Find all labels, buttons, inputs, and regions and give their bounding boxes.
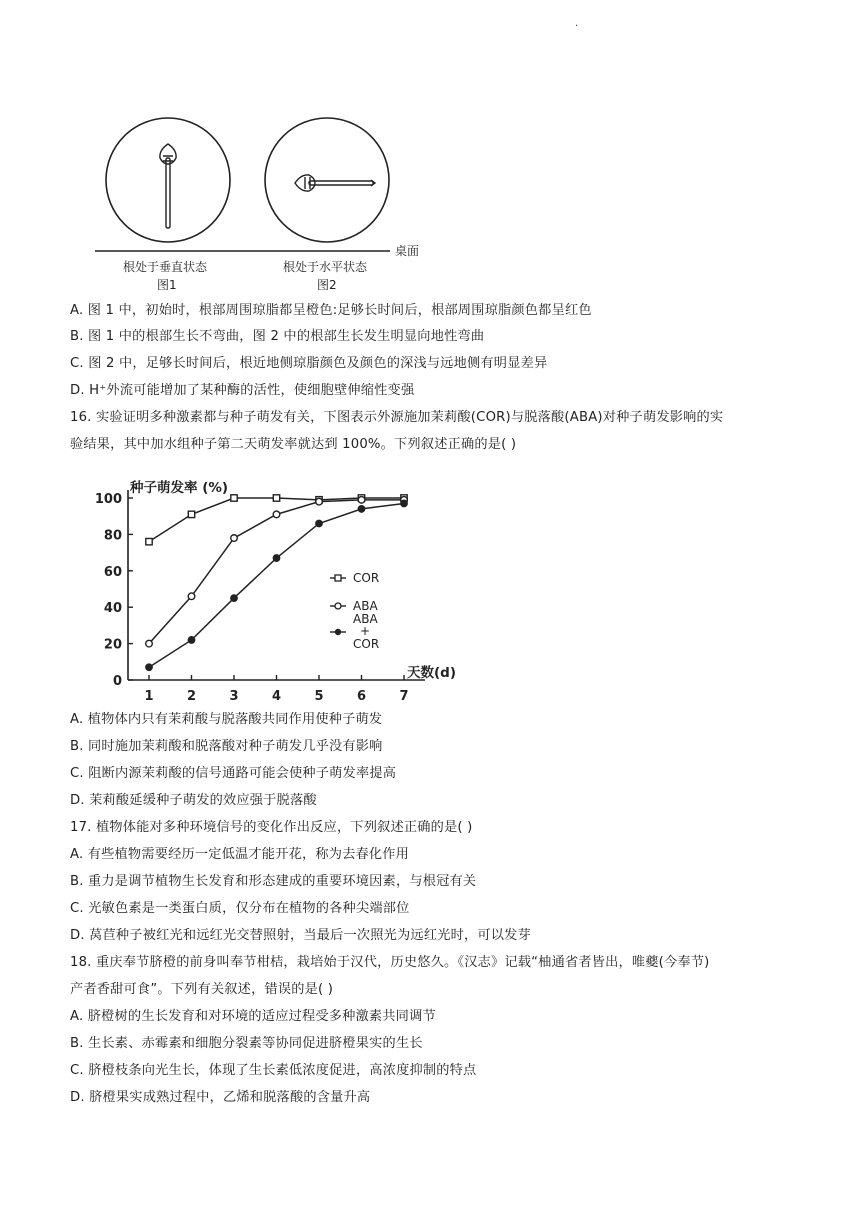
legend-label-line: COR bbox=[353, 637, 380, 651]
germination-chart bbox=[94, 470, 460, 704]
y-tick-label: 100 bbox=[94, 492, 122, 507]
q18-option-d: D. 脐橙果实成熟过程中，乙烯和脱落酸的含量升高 bbox=[70, 1090, 371, 1105]
q16-option-c: C. 阻断内源茉莉酸的信号通路可能会使种子萌发率提高 bbox=[70, 766, 397, 781]
x-tick-label: 7 bbox=[399, 689, 409, 704]
figure-2-label: 图2 bbox=[317, 278, 337, 292]
y-tick-label: 40 bbox=[103, 601, 122, 617]
q16-option-a: A. 植物体内只有茉莉酸与脱落酸共同作用使种子萌发 bbox=[70, 712, 383, 727]
root-orientation-figure bbox=[95, 118, 440, 293]
caption-horizontal: 根处于水平状态 bbox=[283, 260, 368, 274]
q15-option-d: D. H⁺外流可能增加了某种酶的活性，使细胞壁伸缩性变强 bbox=[70, 383, 415, 398]
y-tick-label: 80 bbox=[103, 528, 122, 544]
x-tick-label: 5 bbox=[314, 689, 324, 704]
q18-option-c: C. 脐橙枝条向光生长，体现了生长素低浓度促进，高浓度抑制的特点 bbox=[70, 1063, 477, 1078]
q16-option-b: B. 同时施加茉莉酸和脱落酸对种子萌发几乎没有影响 bbox=[70, 739, 383, 754]
point-ABA bbox=[231, 535, 238, 542]
point-ABA bbox=[188, 593, 195, 600]
x-tick-label: 6 bbox=[356, 689, 367, 704]
point-ABA bbox=[358, 497, 365, 504]
q18-option-b: B. 生长素、赤霉素和细胞分裂素等协同促进脐橙果实的生长 bbox=[70, 1036, 423, 1051]
point-ABA bbox=[316, 498, 323, 505]
q17-option-a: A. 有些植物需要经历一定低温才能开花，称为去春化作用 bbox=[70, 847, 410, 862]
point-ABA+COR bbox=[316, 520, 323, 527]
point-ABA+COR bbox=[358, 506, 365, 513]
point-ABA+COR bbox=[273, 555, 280, 562]
q16-stem-line2: 验结果，其中加水组种子第二天萌发率就达到 100%。下列叙述正确的是( ) bbox=[70, 437, 517, 452]
germination-chart-svg bbox=[94, 470, 460, 704]
q18-stem-line1: 18. 重庆奉节脐橙的前身叫奉节柑桔，栽培始于汉代，历史悠久。《汉志》记载“柚通省者皆出，唯夔(今奉节) bbox=[70, 955, 710, 970]
x-tick-label: 4 bbox=[271, 689, 282, 704]
q17-stem: 17. 植物体能对多种环境信号的变化作出反应，下列叙述正确的是( ) bbox=[70, 820, 473, 835]
horizontal-root-seedling bbox=[295, 175, 375, 191]
x-axis-label: 天数(d) bbox=[407, 665, 457, 681]
figure-1-label: 图1 bbox=[157, 278, 177, 292]
q15-option-c: C. 图 2 中，足够长时间后，根近地侧琼脂颜色及颜色的深浅与远地侧有明显差异 bbox=[70, 356, 548, 371]
legend-marker-ABA+COR bbox=[335, 629, 341, 635]
point-ABA bbox=[273, 511, 280, 518]
x-tick-label: 2 bbox=[186, 689, 197, 704]
legend-marker-COR bbox=[335, 575, 341, 581]
series-line-COR bbox=[149, 498, 404, 542]
legend-marker-ABA bbox=[335, 603, 341, 609]
legend-label-ABA: ABA bbox=[353, 599, 378, 613]
vertical-root-seedling bbox=[160, 144, 176, 228]
x-tick-label: 3 bbox=[229, 689, 239, 704]
point-ABA+COR bbox=[188, 637, 195, 644]
point-COR bbox=[188, 511, 194, 517]
x-tick-label: 1 bbox=[144, 689, 154, 704]
point-COR bbox=[146, 538, 152, 544]
y-tick-label: 0 bbox=[112, 674, 122, 689]
q18-stem-line2: 产者香甜可食”。下列有关叙述，错误的是( ) bbox=[70, 982, 334, 997]
legend-label-line: ABA bbox=[353, 612, 378, 626]
q17-option-c: C. 光敏色素是一类蛋白质，仅分布在植物的各种尖端部位 bbox=[70, 901, 410, 916]
q17-option-d: D. 莴苣种子被红光和远红光交替照射，当最后一次照光为远红光时，可以发芽 bbox=[70, 928, 531, 943]
legend-label-COR: COR bbox=[353, 571, 380, 585]
point-COR bbox=[231, 495, 237, 501]
q18-option-a: A. 脐橙树的生长发育和对环境的适应过程受多种激素共同调节 bbox=[70, 1009, 436, 1024]
y-tick-label: 60 bbox=[103, 564, 122, 580]
caption-vertical: 根处于垂直状态 bbox=[123, 260, 208, 274]
point-ABA+COR bbox=[231, 595, 238, 602]
header-mark: . bbox=[575, 18, 579, 29]
point-ABA bbox=[146, 640, 153, 647]
q16-option-d: D. 茉莉酸延缓种子萌发的效应强于脱落酸 bbox=[70, 793, 317, 808]
q15-option-b: B. 图 1 中的根部生长不弯曲，图 2 中的根部生长发生明显向地性弯曲 bbox=[70, 329, 485, 344]
point-ABA+COR bbox=[146, 664, 153, 671]
point-ABA+COR bbox=[401, 500, 408, 507]
q17-option-b: B. 重力是调节植物生长发育和形态建成的重要环境因素，与根冠有关 bbox=[70, 874, 477, 889]
y-axis-label: 种子萌发率 (%) bbox=[130, 480, 229, 496]
q16-stem-line1: 16. 实验证明多种激素都与种子萌发有关，下图表示外源施加茉莉酸(COR)与脱落酸(ABA)对种子萌发影响的实 bbox=[70, 410, 724, 425]
y-tick-label: 20 bbox=[103, 637, 122, 653]
legend-label-line: + bbox=[360, 624, 371, 638]
point-COR bbox=[273, 495, 279, 501]
q15-option-a: A. 图 1 中，初始时，根部周围琼脂都呈橙色:足够长时间后，根部周围琼脂颜色都呈红色 bbox=[70, 303, 592, 318]
table-surface-label: 桌面 bbox=[395, 244, 420, 258]
